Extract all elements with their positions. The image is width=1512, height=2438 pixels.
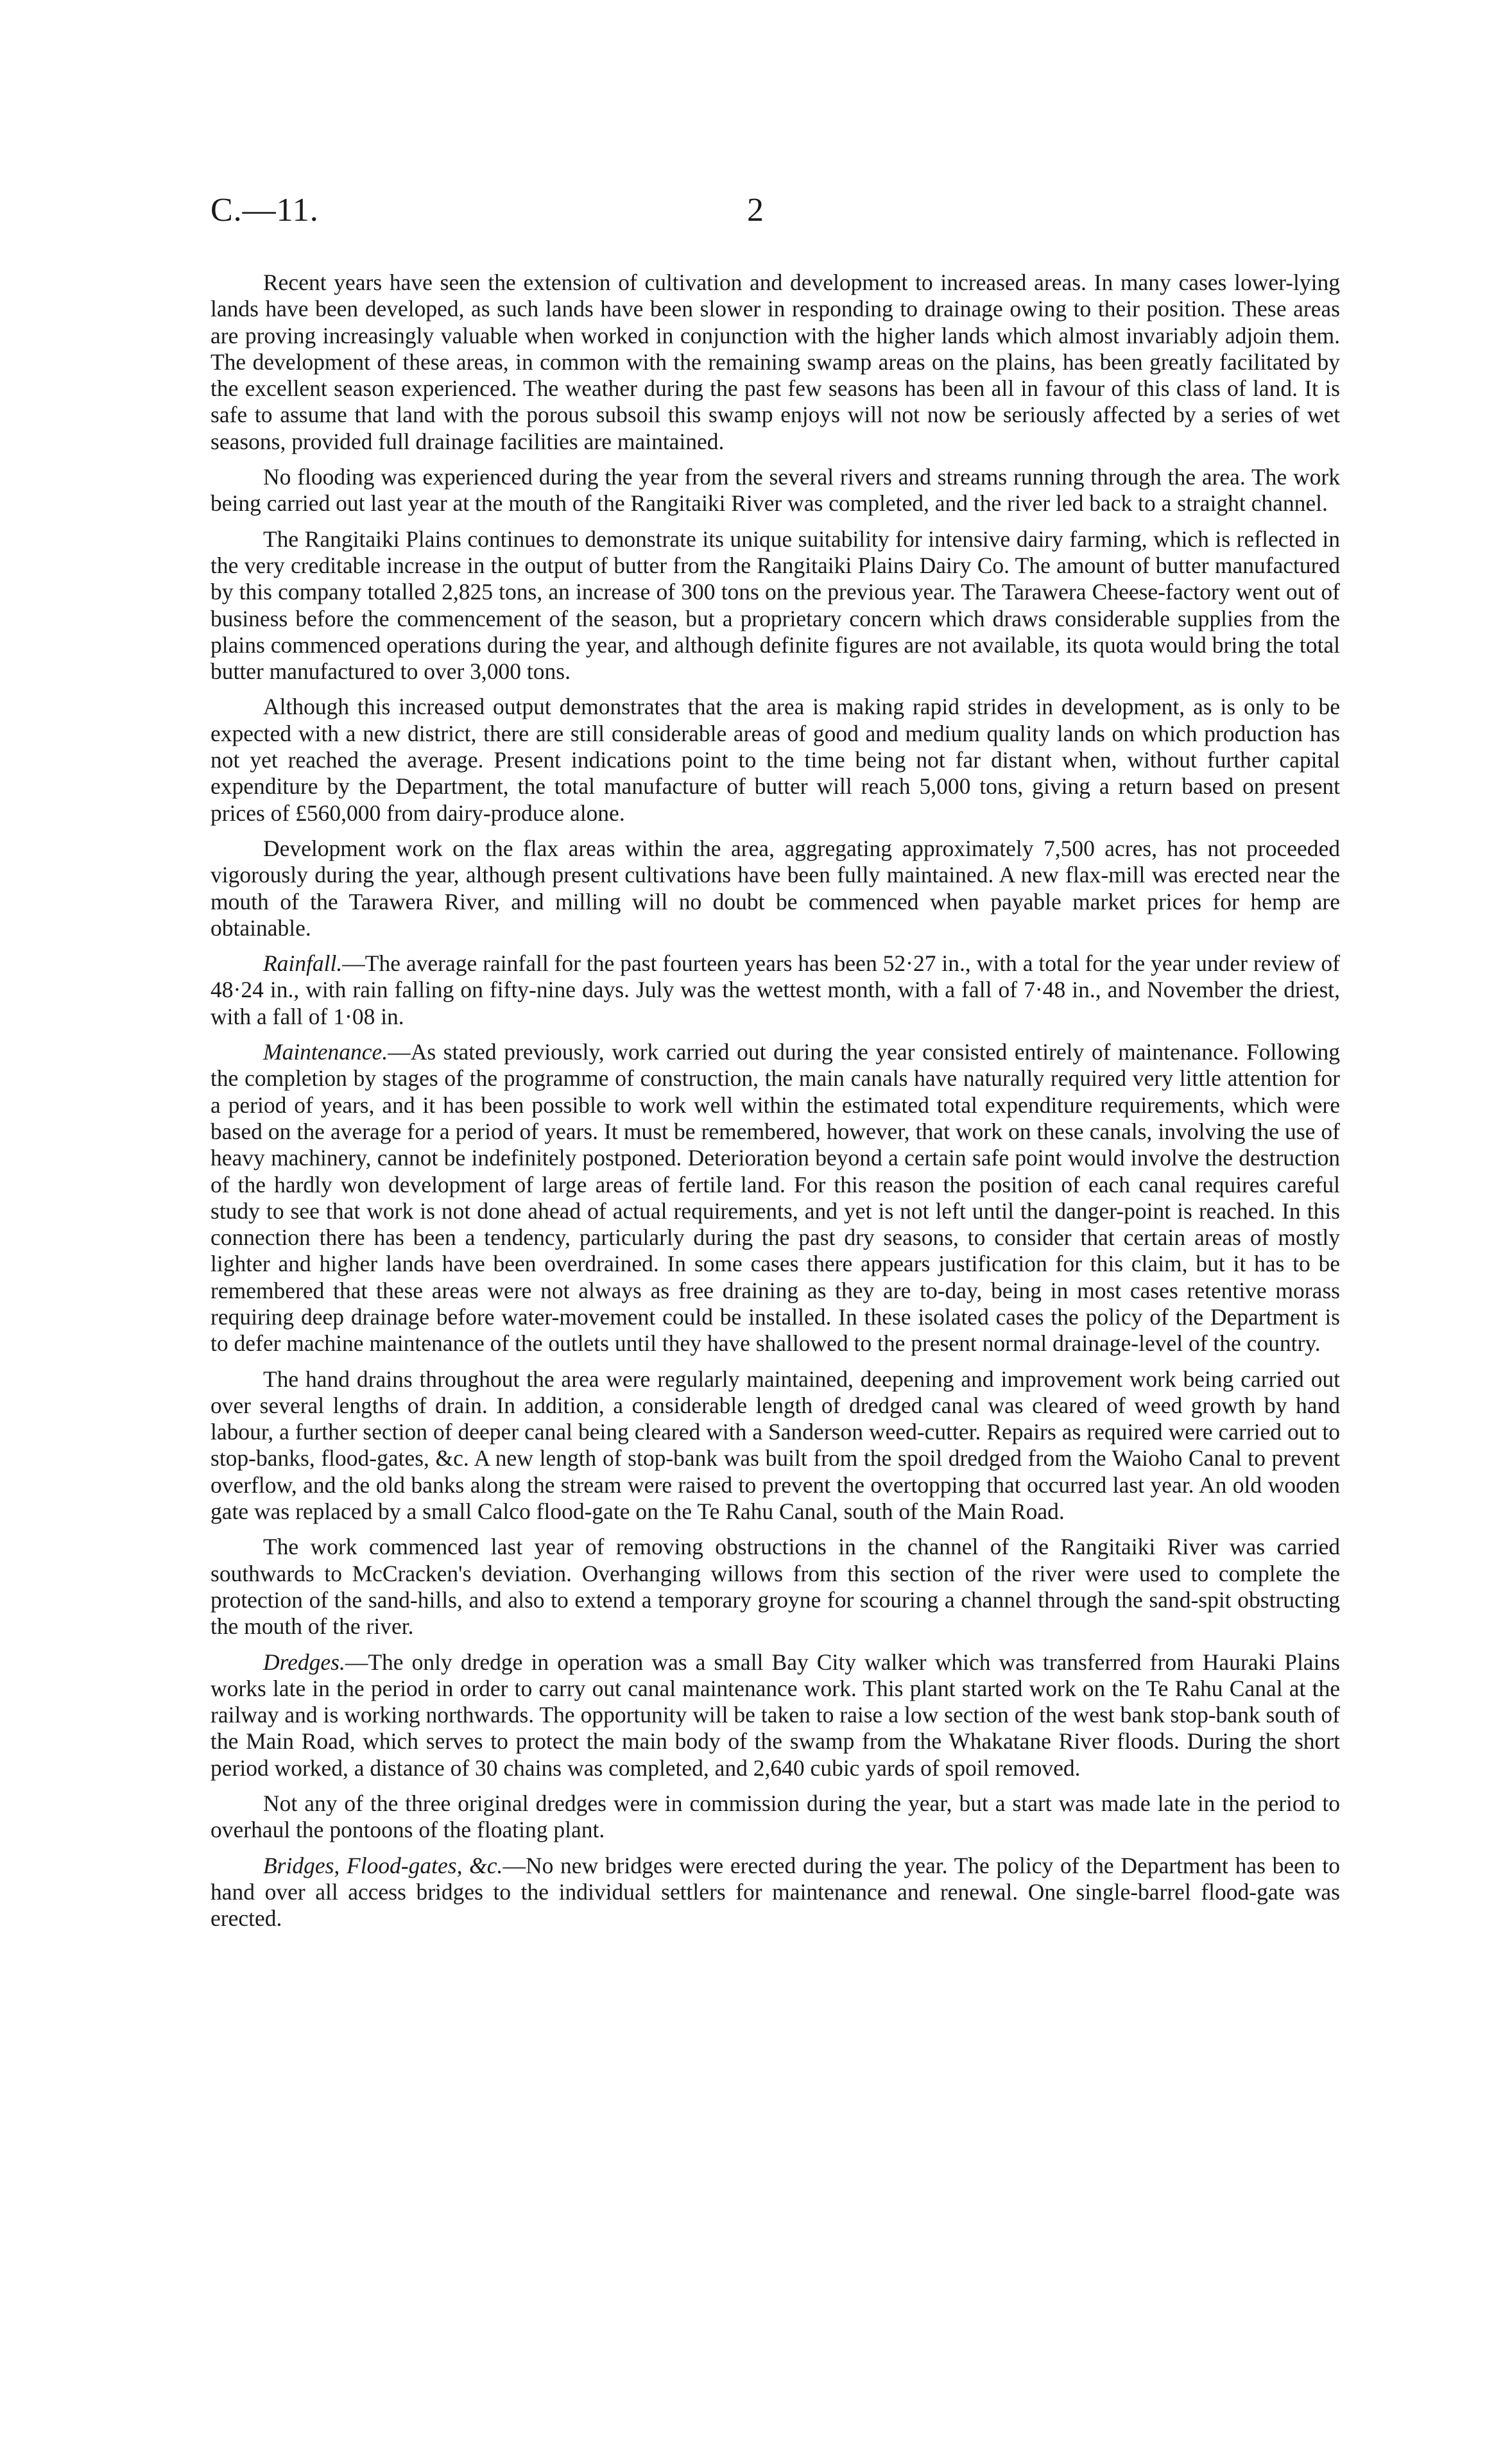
paragraph: The work commenced last year of removing obstructions in the channel of the Rangitaiki River was carried southwards to McCracken's deviation. Overhanging willows from this section of the river were used to complete the protection of the sand-hills, and also to extend a temporary groyne for scouring a channel through the sand-spit obstructing the mouth of the river. xyxy=(210,1534,1340,1640)
section-lead-maintenance: Maintenance. xyxy=(263,1039,388,1065)
paragraph: Development work on the flax areas within the area, aggregating approximately 7,500 acres, has not proceeded vigorously during the year, although present cultivations have been fully maintained. A new flax-mill was erected near the mouth of the Tarawera River, and milling will no doubt be commenced when payable market prices for hemp are obtainable. xyxy=(210,835,1340,941)
section-lead-bridges: Bridges, Flood-gates, &c. xyxy=(263,1852,503,1878)
document-code: C.—11. xyxy=(210,192,319,228)
document-body xyxy=(210,270,1340,1941)
paragraph: The Rangitaiki Plains continues to demonstrate its unique suitability for intensive dairy farming, which is reflected in the very creditable increase in the output of butter from the Rangitaiki Plains Dairy Co. The amount of butter manufactured by this company totalled 2,825 tons, an increase of 300 tons on the previous year. The Tarawera Cheese-factory went out of business before the commencement of the season, but a proprietary concern which draws considerable supplies from the plains commenced operations during the year, and although definite figures are not available, its quota would bring the total butter manufactured to over 3,000 tons. xyxy=(210,526,1340,685)
paragraph-maintenance: Maintenance.—As stated previously, work carried out during the year consisted entirely of maintenance. Following the completion by stages of the programme of construction, the main canals have naturally required very little attention for a period of years, and it has been possible to work well within the estimated total expenditure requirements, which were based on the average for a period of years. It must be remembered, however, that work on these canals, involving the use of heavy machinery, cannot be indefinitely postponed. Deterioration beyond a certain safe point would involve the destruction of the hardly won development of large areas of fertile land. For this reason the position of each canal requires careful study to see that work is not done ahead of actual requirements, and yet is not left until the danger-point is reached. In this connection there has been a tendency, particularly during the past dry seasons, to consider that certain areas of mostly lighter and higher lands have been overdrained. In some cases there appears justification for this claim, but it has to be remembered that these areas were not always as free draining as they are to-day, being in most cases retentive morass requiring deep drainage before water-movement could be installed. In these isolated cases the policy of the Department is to defer machine maintenance of the outlets until they have shallowed to the present normal drainage-level of the country. xyxy=(210,1039,1340,1357)
paragraph-rainfall: Rainfall.—The average rainfall for the past fourteen years has been 52·27 in., with a total for the year under review of 48·24 in., with rain falling on fifty-nine days. July was the wettest month, with a fall of 7·48 in., and November the driest, with a fall of 1·08 in. xyxy=(210,950,1340,1029)
section-lead-rainfall: Rainfall. xyxy=(263,950,343,977)
paragraph-bridges: Bridges, Flood-gates, &c.—No new bridges were erected during the year. The policy of the Department has been to hand over all access bridges to the individual settlers for maintenance and renewal. One single-barrel flood-gate was erected. xyxy=(210,1852,1341,1932)
paragraph: The hand drains throughout the area were regularly maintained, deepening and improvement work being carried out over several lengths of drain. In addition, a considerable length of dredged canal was cleared of weed growth by hand labour, a further section of deeper canal being cleared with a Sanderson weed-cutter. Repairs as required were carried out to stop-banks, flood-gates, &c. A new length of stop-bank was built from the spoil dredged from the Waioho Canal to prevent overflow, and the old banks along the stream were raised to prevent the overtopping that occurred last year. An old wooden gate was replaced by a small Calco flood-gate on the Te Rahu Canal, south of the Main Road. xyxy=(210,1366,1340,1525)
paragraph: Although this increased output demonstrates that the area is making rapid strides in development, as is only to be expected with a new district, there are still considerable areas of good and medium quality lands on which production has not yet reached the average. Present indications point to the time being not far distant when, without further capital expenditure by the Department, the total manufacture of butter will reach 5,000 tons, giving a return based on present prices of £560,000 from dairy-produce alone. xyxy=(210,694,1340,826)
page-number: 2 xyxy=(747,192,764,228)
page-header xyxy=(210,191,1340,236)
paragraph: Recent years have seen the extension of cultivation and development to increased areas. In many cases lower-lying lands have been developed, as such lands have been slower in responding to drainage owing to their position. These areas are proving increasingly valuable when worked in conjunction with the higher lands which almost invariably adjoin them. The development of these areas, in common with the remaining swamp areas on the plains, has been greatly facilitated by the excellent season experienced. The weather during the past few seasons has been all in favour of this class of land. It is safe to assume that land with the porous subsoil this swamp enjoys will not now be seriously affected by a series of wet seasons, provided full drainage facilities are maintained. xyxy=(210,270,1340,454)
paragraph-dredges: Dredges.—The only dredge in operation was a small Bay City walker which was transferred from Hauraki Plains works late in the period in order to carry out canal maintenance work. This plant started work on the Te Rahu Canal at the railway and is working northwards. The opportunity will be taken to raise a low section of the west bank stop-bank south of the Main Road, which serves to protect the main body of the swamp from the Whakatane River floods. During the short period worked, a distance of 30 chains was completed, and 2,640 cubic yards of spoil removed. xyxy=(210,1649,1340,1781)
paragraph: Not any of the three original dredges were in commission during the year, but a start was made late in the period to overhaul the pontoons of the floating plant. xyxy=(210,1790,1340,1843)
paragraph: No flooding was experienced during the year from the several rivers and streams running through the area. The work being carried out last year at the mouth of the Rangitaiki River was completed, and the river led back to a straight channel. xyxy=(210,464,1340,517)
section-lead-dredges: Dredges. xyxy=(263,1649,345,1675)
